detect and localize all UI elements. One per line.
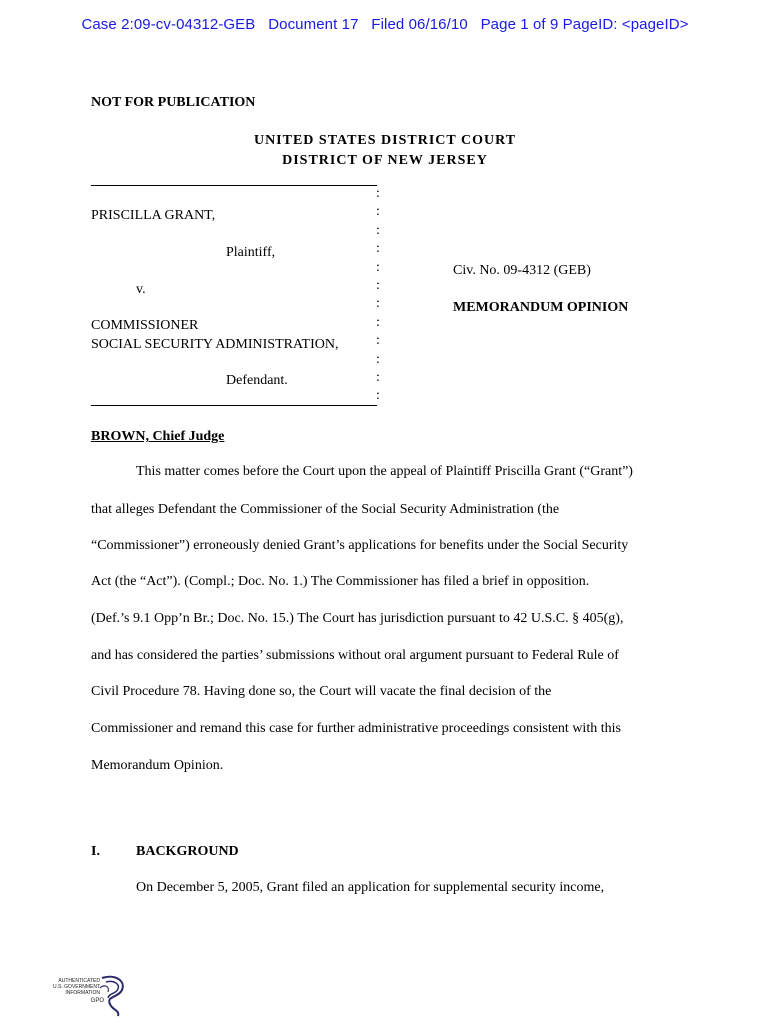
body-line: Commissioner and remand this case for further administrative proceedings consistent with this xyxy=(91,721,621,736)
caption-colon: : xyxy=(376,333,380,349)
body-line: that alleges Defendant the Commissioner of the Social Security Administration (the xyxy=(91,502,560,517)
caption-colon: : xyxy=(376,370,380,386)
gpo-seal-line: U.S. GOVERNMENT xyxy=(53,984,100,990)
caption-colon: : xyxy=(376,204,380,220)
versus: v. xyxy=(136,282,146,297)
eagle-icon xyxy=(96,974,130,1018)
body-line: Civil Procedure 78. Having done so, the Court will vacate the final decision of the xyxy=(91,684,552,699)
body-line: Memorandum Opinion. xyxy=(91,758,224,773)
defendant-line2: SOCIAL SECURITY ADMINISTRATION, xyxy=(91,337,339,352)
gpo-seal-line: AUTHENTICATED xyxy=(58,978,100,984)
publication-notice: NOT FOR PUBLICATION xyxy=(91,95,256,110)
plaintiff-name: PRISCILLA GRANT, xyxy=(91,208,216,223)
caption-top-rule xyxy=(91,185,377,186)
caption-colon: : xyxy=(376,351,380,367)
defendant-role: Defendant. xyxy=(226,373,288,388)
caption-colon: : xyxy=(376,186,380,201)
body-line: This matter comes before the Court upon the appeal of Plaintiff Priscilla Grant (“Grant”) xyxy=(136,464,633,479)
document-type: MEMORANDUM OPINION xyxy=(453,300,629,315)
court-name: UNITED STATES DISTRICT COURT xyxy=(253,133,517,148)
caption-colon: : xyxy=(376,241,380,257)
caption-bottom-rule xyxy=(91,405,377,406)
case-header-stamp: Case 2:09-cv-04312-GEB Document 17 Filed 06/16/10 Page 1 of 9 PageID: <pageID> xyxy=(81,16,689,33)
caption-colon: : xyxy=(376,314,380,330)
caption-colon: : xyxy=(376,259,380,275)
body-line: and has considered the parties’ submissions without oral argument pursuant to Federal Rule of xyxy=(91,648,619,663)
court-district: DISTRICT OF NEW JERSEY xyxy=(282,153,488,168)
caption-colon: : xyxy=(376,296,380,312)
defendant-line1: COMMISSIONER xyxy=(91,318,199,333)
body-line: Act (the “Act”). (Compl.; Doc. No. 1.) The Commissioner has filed a brief in opposition. xyxy=(91,574,590,589)
gpo-seal-line: GPO xyxy=(90,998,104,1004)
section-first-line: On December 5, 2005, Grant filed an application for supplemental security income, xyxy=(136,880,605,895)
body-line: (Def.’s 9.1 Opp’n Br.; Doc. No. 15.) The Court has jurisdiction pursuant to 42 U.S.C. § 405(g), xyxy=(91,611,624,626)
caption-colon-column xyxy=(376,185,380,406)
body-line: “Commissioner”) erroneously denied Grant’s applications for benefits under the Social Security xyxy=(91,538,629,553)
caption-colon: : xyxy=(376,388,380,404)
plaintiff-role: Plaintiff, xyxy=(226,245,276,260)
section-title: BACKGROUND xyxy=(136,844,239,859)
gpo-seal-line: INFORMATION xyxy=(65,990,100,996)
civil-number: Civ. No. 09-4312 (GEB) xyxy=(453,263,591,278)
section-number: I. xyxy=(91,844,100,859)
caption-colon: : xyxy=(376,278,380,294)
caption-colon: : xyxy=(376,222,380,238)
judge-heading: BROWN, Chief Judge xyxy=(91,429,225,444)
